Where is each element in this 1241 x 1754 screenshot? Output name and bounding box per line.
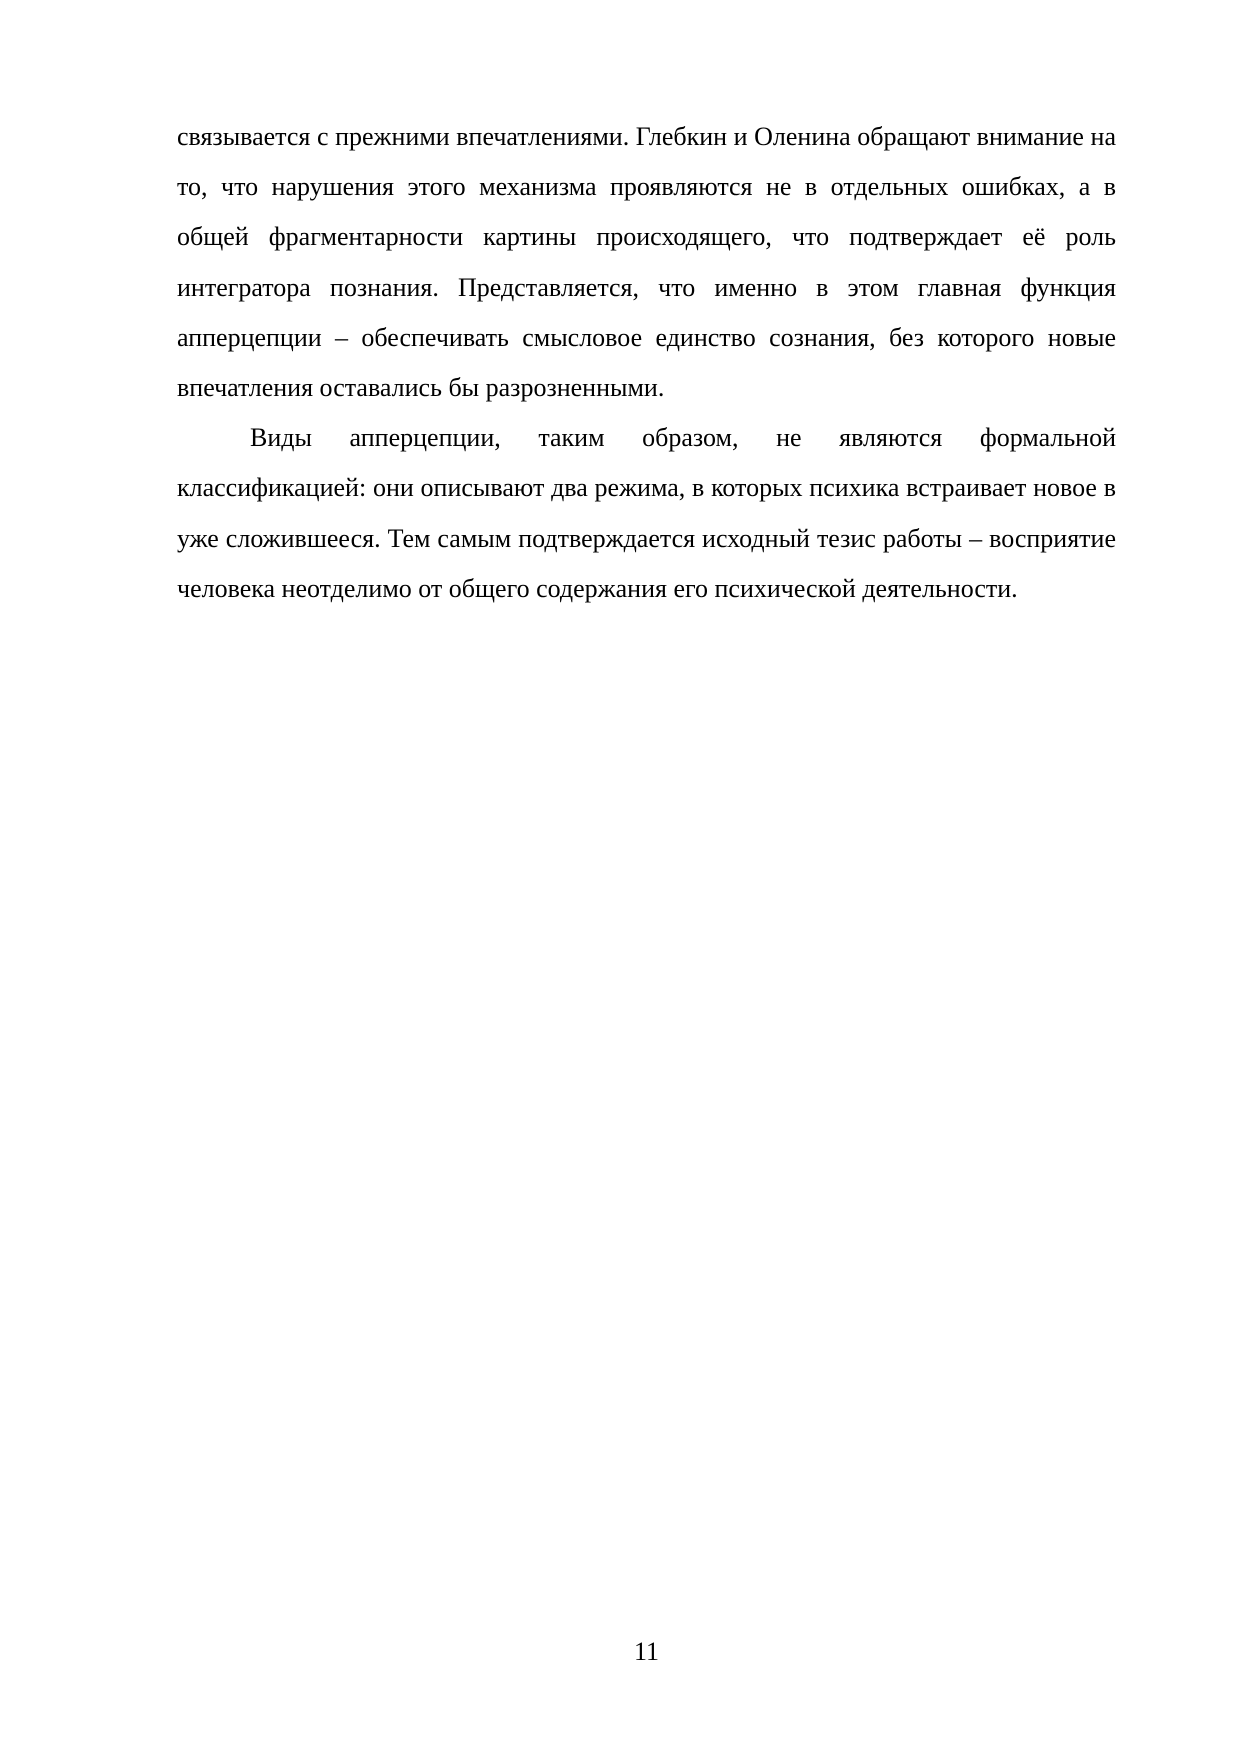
paragraph-continuation: связывается с прежними впечатлениями. Глебкин и Оленина обращают внимание на то, что нарушения этого механизма проявляются не в отдельных ошибках, а в общей фрагментарности картины происходящего, что подтверждает её роль интегратора познания. Представляется, что именно в этом главная функция апперцепции – обеспечивать смысловое единство сознания, без которого новые впечатления оставались бы разрозненными. [177, 122, 1116, 403]
page-number: 11 [633, 1637, 660, 1666]
body-text [177, 112, 1116, 614]
paragraph-apperception-types: Виды апперцепции, таким образом, не являются формальной классификацией: они описывают два режима, в которых психика встраивает новое в уже сложившееся. Тем самым подтверждается исходный тезис работы – восприятие человека неотделимо от общего содержания его психической деятельности. [177, 423, 1116, 603]
